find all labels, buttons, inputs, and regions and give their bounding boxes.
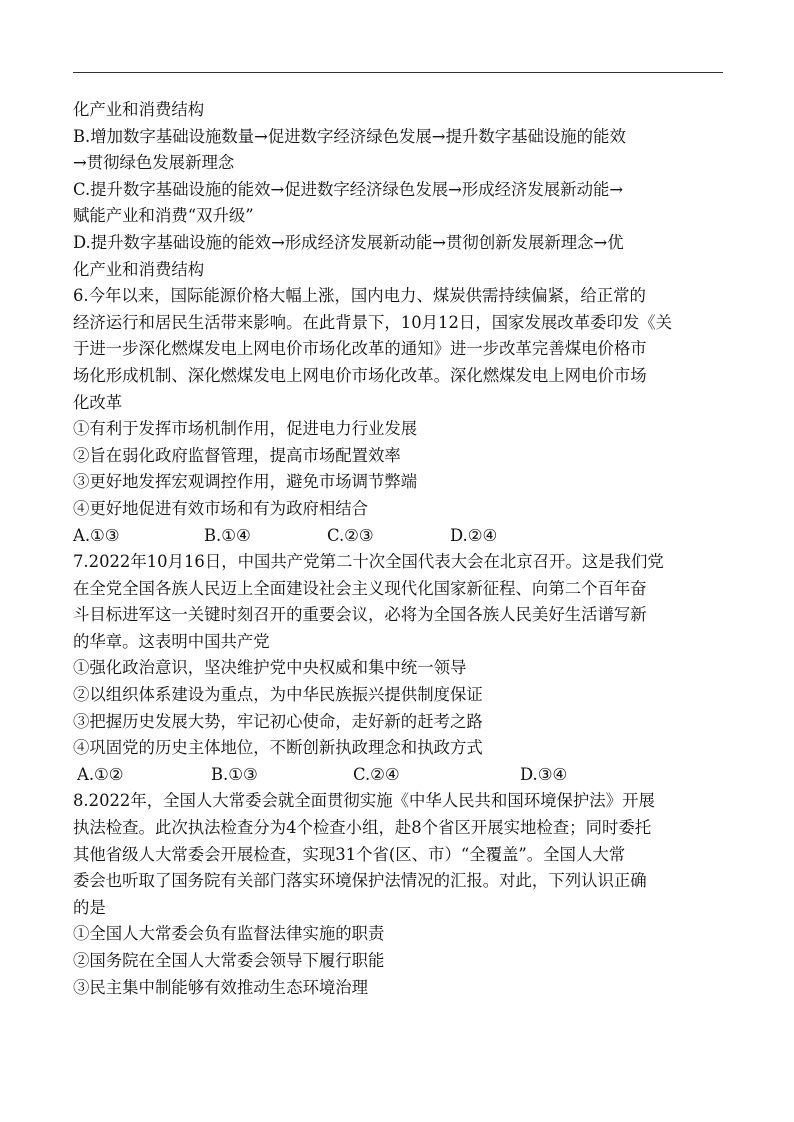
q7-option-b: B.①③ — [211, 764, 258, 784]
text-line: ③把握历史发展大势，牢记初心使命，走好新的赶考之路 — [73, 711, 483, 731]
text-line: 委会也听取了国务院有关部门落实环境保护法情况的汇报。对此，下列认识正确 — [73, 871, 647, 891]
text-line: 7.2022年10月16日，中国共产党第二十次全国代表大会在北京召开。这是我们党 — [73, 552, 664, 572]
text-line: ④更好地促进有效市场和有为政府相结合 — [73, 498, 369, 518]
text-line: ①强化政治意识，坚决维护党中央权威和集中统一领导 — [73, 658, 467, 678]
q7-options — [73, 762, 733, 789]
q6-option-d: D.②④ — [450, 525, 498, 545]
text-line: 斗目标进军这一关键时刻召开的重要会议，必将为全国各族人民美好生活谱写新 — [73, 605, 647, 625]
text-line: C.提升数字基础设施的能效→促进数字经济绿色发展→形成经济发展新动能→ — [73, 179, 624, 199]
text-line: 在全党全国各族人民迈上全面建设社会主义现代化国家新征程、向第二个百年奋 — [73, 578, 647, 598]
text-line: 的是 — [73, 897, 106, 917]
text-line: ④巩固党的历史主体地位，不断创新执政理念和执政方式 — [73, 738, 483, 758]
text-line: 执法检查。此次执法检查分为4个检查小组，赴8个省区开展实地检查；同时委托 — [73, 818, 652, 838]
text-line: ③民主集中制能够有效推动生态环境治理 — [73, 977, 369, 997]
text-line: D.提升数字基础设施的能效→形成经济发展新动能→贯彻创新发展新理念→优 — [73, 232, 624, 252]
text-line: 化产业和消费结构 — [73, 100, 205, 119]
text-line: 赋能产业和消费“双升级” — [73, 206, 254, 226]
text-line: ②旨在弱化政府监督管理，提高市场配置效率 — [73, 445, 401, 465]
q7-option-c: C.②④ — [353, 764, 400, 784]
document-body — [73, 97, 733, 1001]
q7-option-a: A.①② — [77, 764, 124, 784]
q6-option-c: C.②③ — [327, 525, 374, 545]
q7-option-d: D.③④ — [520, 764, 568, 784]
text-line: 场化形成机制、深化燃煤发电上网电价市场化改革。深化燃煤发电上网电价市场 — [73, 365, 647, 385]
text-line: ③更好地发挥宏观调控作用，避免市场调节弊端 — [73, 472, 418, 492]
text-line: 8.2022年，全国人大常委会就全面贯彻实施《中华人民共和国环境保护法》开展 — [73, 791, 655, 811]
text-line: 化产业和消费结构 — [73, 259, 205, 279]
text-line: →贯彻绿色发展新理念 — [73, 153, 235, 173]
text-line: 的华章。这表明中国共产党 — [73, 631, 270, 651]
text-line: 经济运行和居民生活带来影响。在此背景下，10月12日，国家发展改革委印发《关 — [73, 312, 672, 332]
text-line: 其他省级人大常委会开展检查，实现31个省(区、市）“全覆盖”。全国人大常 — [73, 844, 626, 864]
text-line: ②国务院在全国人大常委会领导下履行职能 — [73, 951, 385, 970]
q6-options — [73, 523, 733, 550]
q6-option-b: B.①④ — [204, 525, 251, 545]
text-line: 于进一步深化燃煤发电上网电价市场化改革的通知》进一步改革完善煤电价格市 — [73, 339, 647, 359]
text-line: ①有利于发挥市场机制作用，促进电力行业发展 — [73, 419, 418, 439]
header-rule — [73, 72, 723, 73]
text-line: 化改革 — [73, 392, 123, 412]
text-line: ②以组织体系建设为重点，为中华民族振兴提供制度保证 — [73, 685, 483, 705]
text-line: ①全国人大常委会负有监督法律实施的职责 — [73, 924, 385, 944]
text-line: B.增加数字基础设施数量→促进数字经济绿色发展→提升数字基础设施的能效 — [73, 126, 626, 146]
text-line: 6.今年以来，国际能源价格大幅上涨，国内电力、煤炭供需持续偏紧，给正常的 — [73, 286, 646, 306]
q6-option-a: A.①③ — [73, 525, 120, 545]
